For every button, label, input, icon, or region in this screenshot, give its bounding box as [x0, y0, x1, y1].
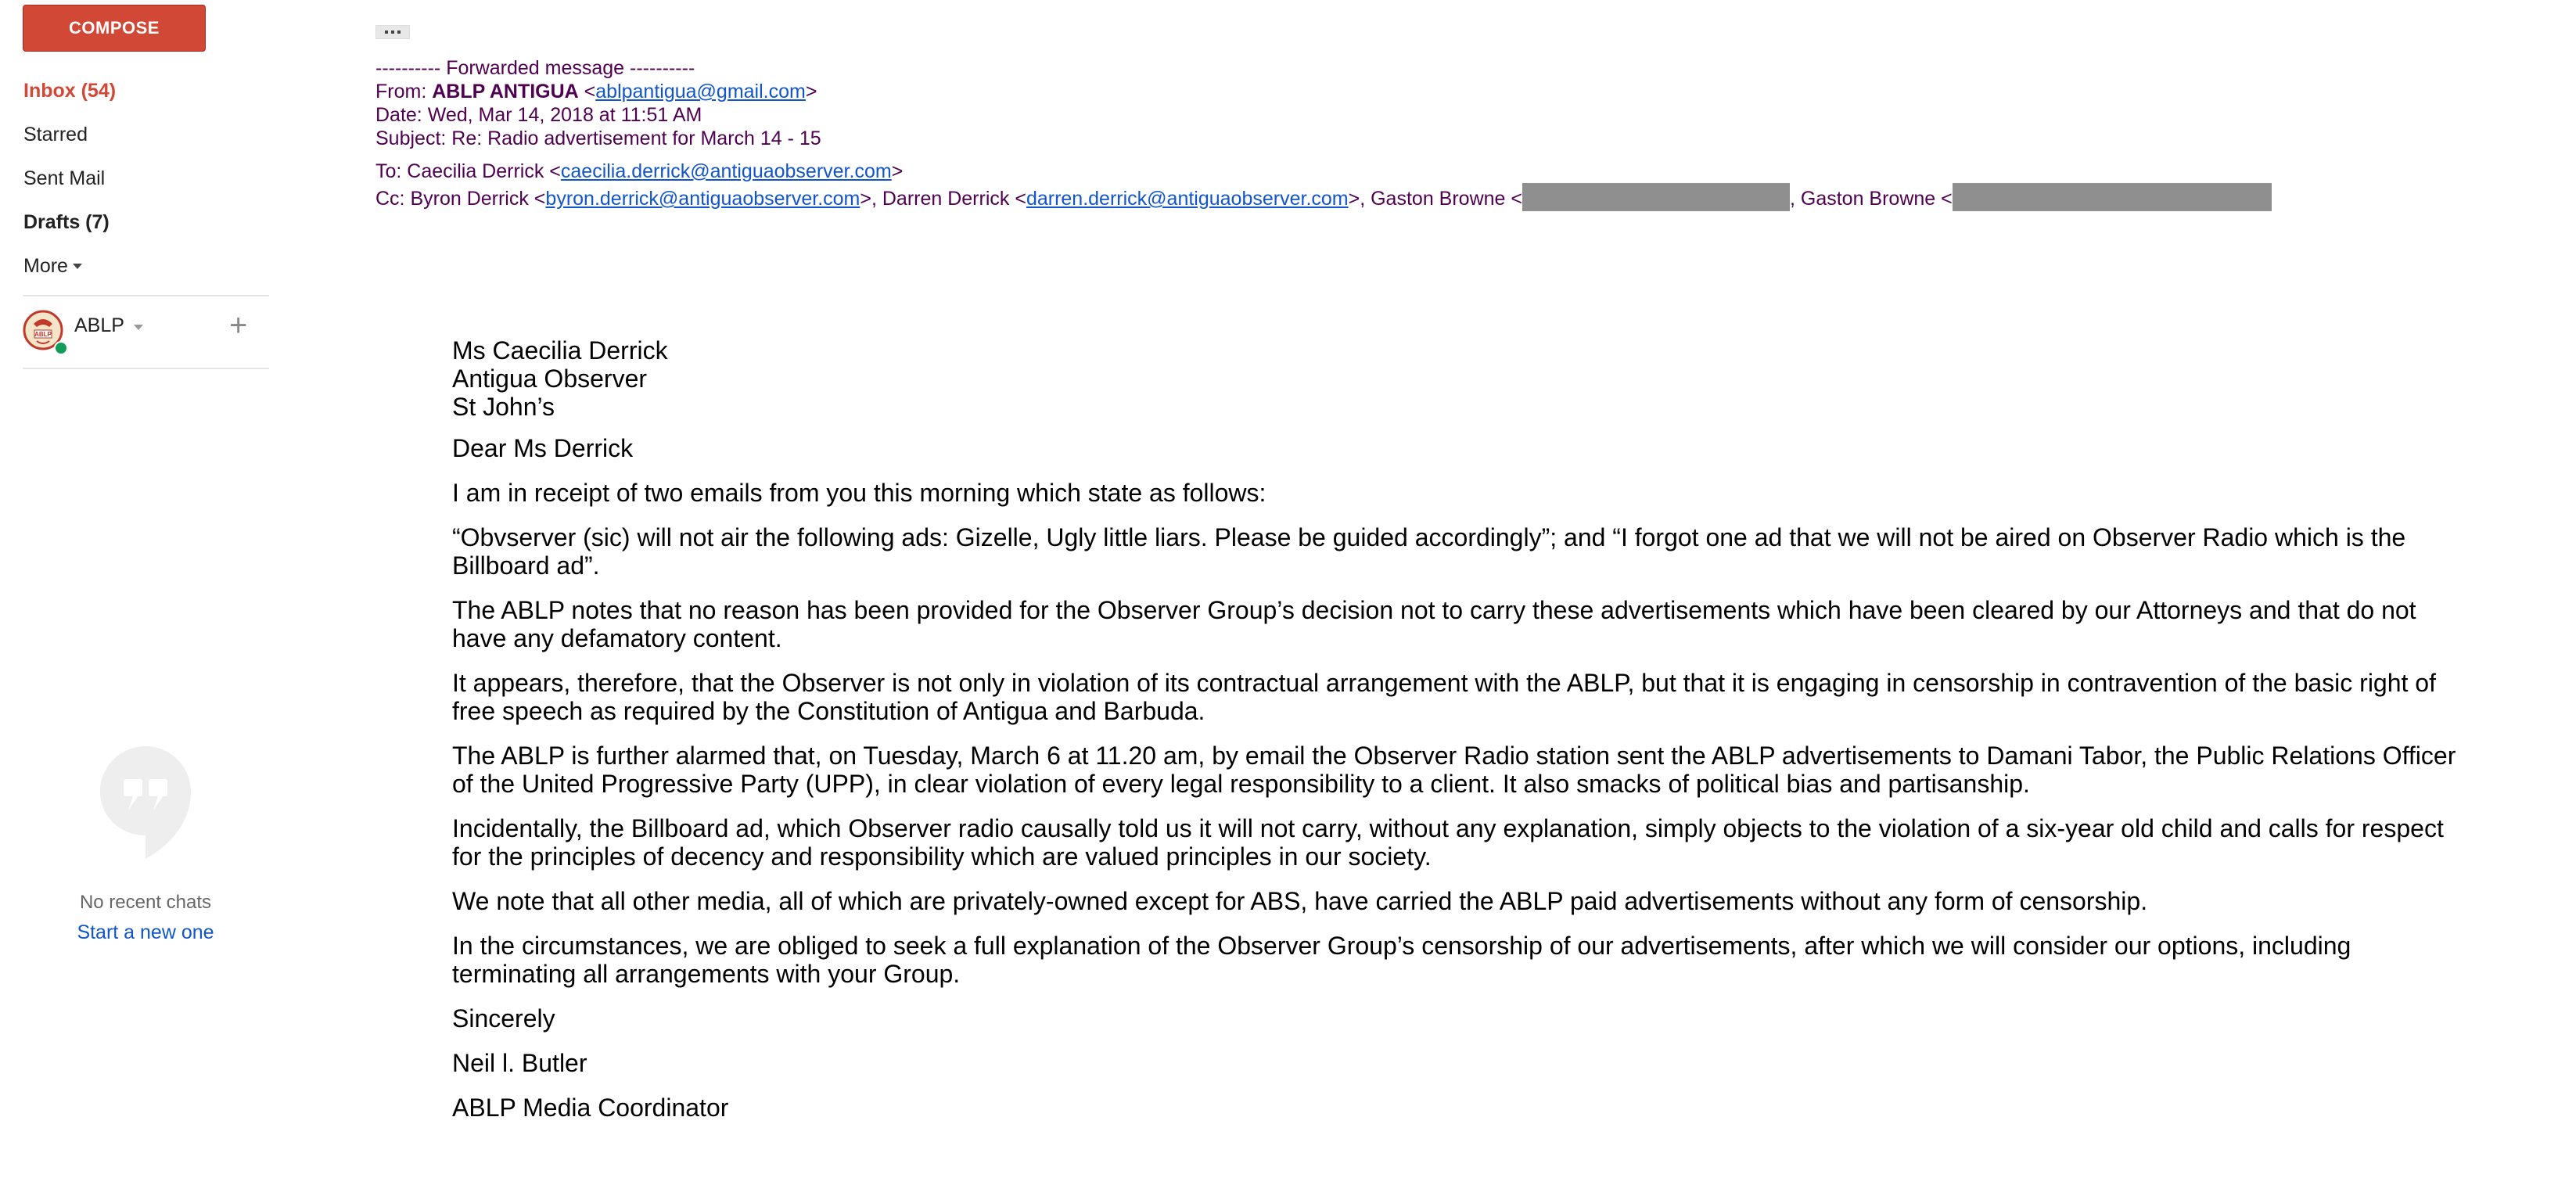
online-status-dot	[54, 341, 68, 355]
closing: Sincerely	[452, 1004, 555, 1033]
cc-separator: , Gaston Browne <	[1789, 188, 1953, 210]
signature-title: ABLP Media Coordinator	[452, 1094, 729, 1122]
to-email-link[interactable]: caecilia.derrick@antiguaobserver.com	[560, 160, 892, 182]
to-line: To: Caecilia Derrick <caecilia.derrick@antiguaobserver.com>	[375, 160, 904, 182]
from-name: ABLP ANTIGUA	[432, 81, 579, 102]
add-icon[interactable]: +	[229, 308, 248, 343]
sidebar	[0, 0, 274, 1196]
dot-icon	[385, 31, 388, 34]
compose-button[interactable]: COMPOSE	[23, 5, 206, 52]
forward-separator: ---------- Forwarded message ----------	[375, 57, 695, 79]
recipient-address	[452, 336, 2470, 421]
folder-nav	[0, 69, 274, 288]
account-row	[23, 305, 269, 361]
dot-icon	[391, 31, 394, 34]
letter-paragraph: It appears, therefore, that the Observer is not only in violation of its contractual arrangement with the ABLP, but that it is engaging in censorship in contravention of the basic right of free speech as required by the Constitution of Antigua and Barbuda.	[452, 669, 2436, 725]
from-line: From: ABLP ANTIGUA <ablpantigua@gmail.com>	[375, 81, 817, 102]
letter-paragraph: We note that all other media, all of which are privately-owned except for ABS, have carried the ABLP paid advertisements without any form of censorship.	[452, 887, 2148, 915]
from-email-link[interactable]: ablpantigua@gmail.com	[595, 81, 806, 102]
letter-paragraph: The ABLP notes that no reason has been provided for the Observer Group’s decision not to carry these advertisements which have been cleared by our Attorneys and that do not have any defamatory content.	[452, 596, 2416, 652]
chevron-down-icon	[73, 264, 82, 269]
sidebar-item-inbox[interactable]: Inbox (54)	[23, 79, 117, 102]
subject-line: Subject: Re: Radio advertisement for March 14 - 15	[375, 128, 821, 149]
letter-paragraph: I am in receipt of two emails from you this morning which state as follows:	[452, 479, 1266, 507]
sidebar-item-sent[interactable]: Sent Mail	[23, 167, 106, 189]
letter-body	[452, 336, 2470, 1138]
cc-email-link-darren[interactable]: darren.derrick@antiguaobserver.com	[1026, 188, 1349, 210]
more-label: More	[23, 254, 68, 277]
no-chats-text: No recent chats	[79, 892, 212, 913]
address-line: St John’s	[452, 393, 555, 421]
hangouts-quote-icon	[97, 743, 194, 860]
redacted-email	[1953, 183, 2272, 211]
show-trimmed-content-button[interactable]	[375, 25, 410, 39]
from-prefix: From:	[375, 81, 433, 102]
to-prefix: To: Caecilia Derrick <	[375, 160, 561, 182]
divider	[23, 368, 269, 369]
forwarded-header	[375, 56, 2272, 211]
account-dropdown-icon[interactable]	[134, 325, 143, 330]
date-line: Date: Wed, Mar 14, 2018 at 11:51 AM	[375, 104, 702, 126]
sidebar-item-drafts[interactable]: Drafts (7)	[23, 210, 110, 233]
address-line: Antigua Observer	[452, 365, 648, 393]
salutation: Dear Ms Derrick	[452, 434, 634, 462]
dot-icon	[397, 31, 401, 34]
cc-separator: >, Darren Derrick <	[860, 188, 1026, 210]
account-name[interactable]: ABLP	[74, 314, 124, 336]
sidebar-item-starred[interactable]: Starred	[23, 123, 88, 145]
start-chat-link[interactable]: Start a new one	[77, 921, 214, 943]
divider	[23, 295, 269, 296]
cc-separator: >, Gaston Browne <	[1348, 188, 1522, 210]
letter-paragraph: “Obvserver (sic) will not air the following ads: Gizelle, Ugly little liars. Please be guided accordingly”; and “I forgot one ad that we will not be aired on Observer Radio which is the Billboard ad”.	[452, 523, 2406, 580]
address-line: Ms Caecilia Derrick	[452, 336, 668, 365]
signature-name: Neil l. Butler	[452, 1049, 587, 1077]
letter-paragraph: The ABLP is further alarmed that, on Tuesday, March 6 at 11.20 am, by email the Observer Radio station sent the ABLP advertisements to Damani Tabor, the Public Relations Officer of the United Progressive Party (UPP), in clear violation of every legal responsibility to a client. It also smacks of political bias and partisanship.	[452, 742, 2456, 798]
sidebar-item-more[interactable]	[0, 244, 274, 288]
cc-email-link-byron[interactable]: byron.derrick@antiguaobserver.com	[545, 188, 860, 210]
letter-paragraph: Incidentally, the Billboard ad, which Observer radio causally told us it will not carry, without any explanation, simply objects to the violation of a six-year old child and calls for respect for the principles of decency and responsibility which are valued principles in our society.	[452, 814, 2444, 871]
ablp-logo-text: ABLP	[34, 331, 52, 338]
cc-line	[375, 183, 2272, 211]
letter-paragraph: In the circumstances, we are obliged to seek a full explanation of the Observer Group’s censorship of our advertisements, after which we will consider our options, including terminating all arrangements with your Group.	[452, 932, 2351, 988]
cc-prefix: Cc: Byron Derrick <	[375, 188, 546, 210]
redacted-email	[1522, 183, 1790, 211]
